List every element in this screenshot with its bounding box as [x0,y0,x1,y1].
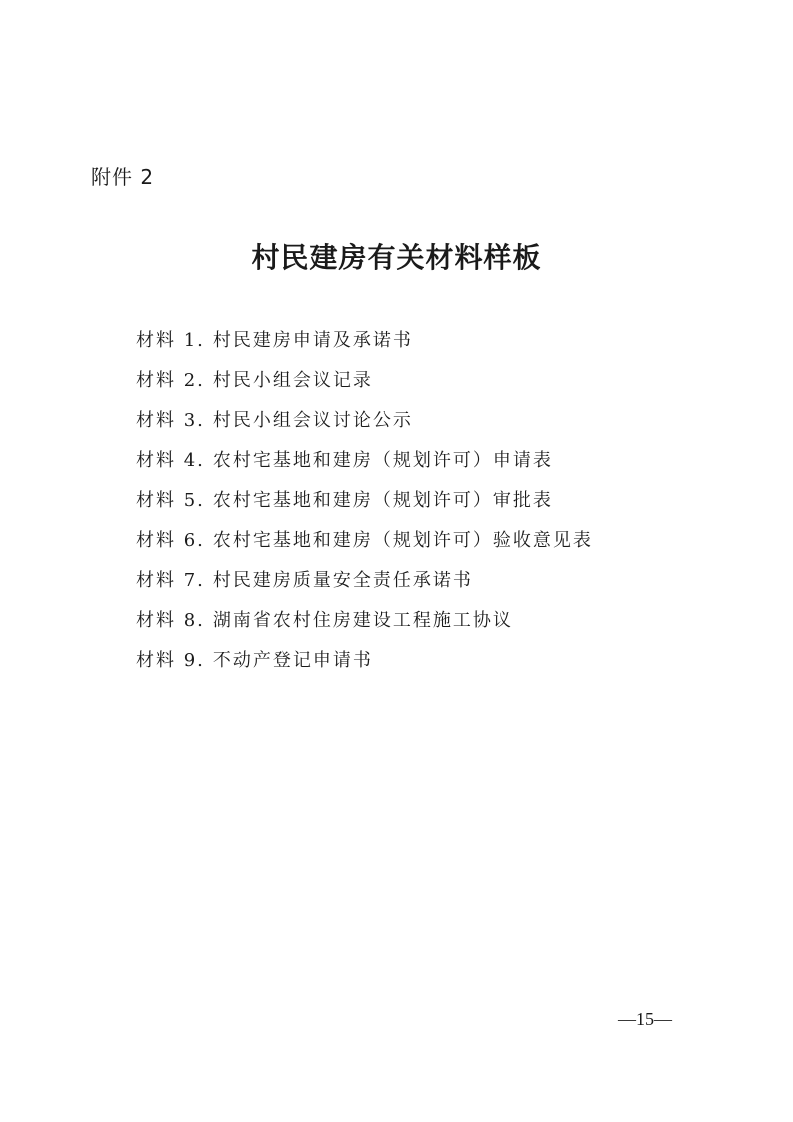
material-number: 材料 6. [136,530,205,551]
material-name: 农村宅基地和建房（规划许可）验收意见表 [212,530,593,551]
material-name: 村民小组会议记录 [212,370,373,391]
material-number: 材料 3. [136,410,205,431]
list-item [136,323,593,363]
material-name: 农村宅基地和建房（规划许可）申请表 [212,450,553,471]
list-item [136,643,593,683]
material-name: 村民小组会议讨论公示 [212,410,413,431]
list-item [136,483,593,523]
material-name: 不动产登记申请书 [212,650,373,671]
material-name: 村民建房质量安全责任承诺书 [212,570,473,591]
material-name: 湖南省农村住房建设工程施工协议 [212,610,513,631]
material-number: 材料 1. [136,330,205,351]
list-item [136,523,593,563]
attachment-label: 附件 2 [91,165,155,189]
material-name: 村民建房申请及承诺书 [212,330,413,351]
material-number: 材料 5. [136,490,205,511]
list-item [136,363,593,403]
material-number: 材料 2. [136,370,205,391]
material-number: 材料 8. [136,610,205,631]
material-number: 材料 4. [136,450,205,471]
document-title: 村民建房有关材料样板 [251,241,542,274]
material-number: 材料 7. [136,570,205,591]
list-item [136,603,593,643]
page-number: —15— [618,1009,672,1029]
list-item [136,403,593,443]
list-item [136,563,593,603]
list-item [136,443,593,483]
materials-list [136,323,593,683]
material-number: 材料 9. [136,650,205,671]
material-name: 农村宅基地和建房（规划许可）审批表 [212,490,553,511]
